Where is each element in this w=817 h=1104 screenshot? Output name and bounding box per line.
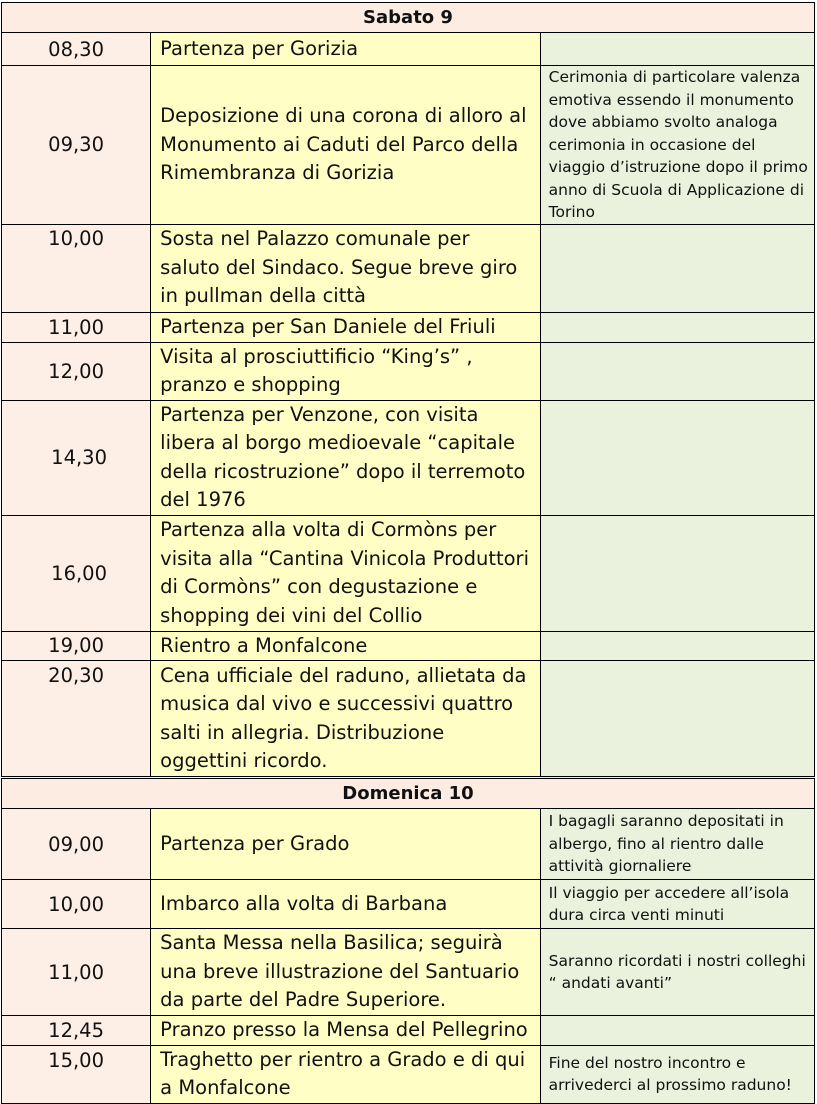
activity-cell: Partenza alla volta di Cormòns per visita alla “Cantina Vinicola Produttori di Cormòns” con degustazione e shopping dei vini del Collio — [151, 515, 540, 631]
activity-cell: Partenza per Venzone, con visita libera al borgo medioevale “capitale della ricostruzione” dopo il terremoto del 1976 — [151, 400, 540, 515]
time-cell: 08,30 — [2, 33, 151, 66]
table-row — [2, 929, 815, 1016]
note-cell — [540, 661, 814, 778]
day-header-saturday: Sabato 9 — [2, 3, 815, 33]
note-cell — [540, 515, 814, 631]
time-text: 14,30 — [51, 446, 107, 469]
time-cell: 09,30 — [2, 66, 151, 225]
note-cell: Il viaggio per accedere all’isola dura circa venti minuti — [540, 880, 814, 929]
activity-cell: Pranzo presso la Mensa del Pellegrino — [151, 1016, 540, 1046]
activity-cell: Cena ufficiale del raduno, allietata da musica dal vivo e successivi quattro salti in allegria. Distribuzione oggettini ricordo. — [151, 661, 540, 778]
table-row — [2, 880, 815, 929]
schedule-table — [1, 2, 815, 1104]
time-cell: 11,00 — [2, 929, 151, 1016]
activity-cell: Partenza per Gorizia — [151, 33, 540, 66]
table-row — [2, 631, 815, 661]
table-row — [2, 809, 815, 880]
note-cell: I bagagli saranno depositati in albergo, fino al rientro dalle attività giornaliere — [540, 809, 814, 880]
day-header-row — [2, 778, 815, 809]
table-row — [2, 1016, 815, 1046]
note-cell — [540, 224, 814, 312]
note-cell — [540, 342, 814, 400]
time-cell: 10,00 — [2, 880, 151, 929]
note-cell — [540, 1016, 814, 1046]
time-cell: 09,00 — [2, 809, 151, 880]
table-row — [2, 66, 815, 225]
activity-cell: Visita al prosciuttificio “King’s” , pranzo e shopping — [151, 342, 540, 400]
time-text: 16,00 — [51, 561, 107, 585]
table-row — [2, 312, 815, 342]
activity-cell: Imbarco alla volta di Barbana — [151, 880, 540, 929]
table-row — [2, 661, 815, 778]
note-cell: Fine del nostro incontro e arrivederci al prossimo raduno! — [540, 1045, 814, 1103]
time-cell: 15,00 — [2, 1045, 151, 1103]
table-row — [2, 224, 815, 312]
time-cell — [2, 515, 151, 631]
activity-cell: Rientro a Monfalcone — [151, 631, 540, 661]
note-cell — [540, 400, 814, 515]
table-row — [2, 342, 815, 400]
activity-cell: Partenza per San Daniele del Friuli — [151, 312, 540, 342]
day-header-sunday: Domenica 10 — [2, 778, 815, 809]
activity-cell: Traghetto per rientro a Grado e di qui a Monfalcone — [151, 1045, 540, 1103]
activity-cell: Deposizione di una corona di alloro al Monumento ai Caduti del Parco della Rimembranza di Gorizia — [151, 66, 540, 225]
time-cell: 10,00 — [2, 224, 151, 312]
activity-cell: Partenza per Grado — [151, 809, 540, 880]
time-cell: 20,30 — [2, 661, 151, 778]
time-cell: 12,00 — [2, 342, 151, 400]
table-row — [2, 515, 815, 631]
activity-cell: Santa Messa nella Basilica; seguirà una breve illustrazione del Santuario da parte del Padre Superiore. — [151, 929, 540, 1016]
note-cell — [540, 312, 814, 342]
note-cell: Saranno ricordati i nostri colleghi “ andati avanti” — [540, 929, 814, 1016]
note-cell: Cerimonia di particolare valenza emotiva essendo il monumento dove abbiamo svolto analoga cerimonia in occasione del viaggio d’istruzione dopo il primo anno di Scuola di Applicazione di Torino — [540, 66, 814, 225]
time-cell: 11,00 — [2, 312, 151, 342]
time-cell: 12,45 — [2, 1016, 151, 1046]
day-header-row — [2, 3, 815, 33]
table-row — [2, 400, 815, 515]
note-cell — [540, 631, 814, 661]
table-row — [2, 1045, 815, 1103]
time-cell — [2, 400, 151, 515]
activity-cell: Sosta nel Palazzo comunale per saluto del Sindaco. Segue breve giro in pullman della città — [151, 224, 540, 312]
time-cell: 19,00 — [2, 631, 151, 661]
table-row — [2, 33, 815, 66]
note-cell — [540, 33, 814, 66]
